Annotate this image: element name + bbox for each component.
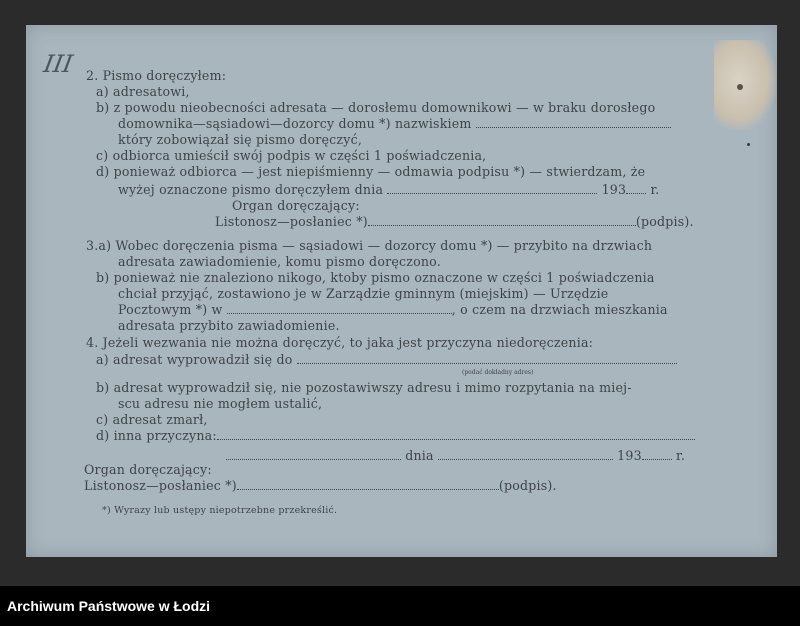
item-3a-cont: adresata zawiadomienie, komu pismo doręczono. <box>118 254 441 269</box>
item-4c: c) adresat zmarł, <box>96 412 208 427</box>
section-2-heading: 2. Pismo doręczyłem: <box>86 68 227 83</box>
postman-line-2: Listonosz—posłaniec *) (podpis). <box>84 478 557 493</box>
item-3b: b) ponieważ nie znaleziono nikogo, ktoby pismo oznaczone w części 1 poświadczenia <box>96 270 655 285</box>
item-3b-cont2: Pocztowym *) w , o czem na drzwiach mieszkania <box>118 302 668 317</box>
footnote: *) Wyrazy lub ustępy niepotrzebne przekreślić. <box>102 505 338 516</box>
organ-label-1: Organ doręczający: <box>232 198 360 213</box>
archive-name: Archiwum Państwowe w Łodzi <box>7 598 211 614</box>
handwritten-note: III <box>41 50 75 78</box>
item-4d: d) inna przyczyna: <box>96 428 695 443</box>
item-2c: c) odbiorca umieścił swój podpis w części 1 poświadczenia, <box>96 148 487 163</box>
item-4b: b) adresat wyprowadził się, nie pozostawiwszy adresu i mimo rozpytania na miej- <box>96 380 632 395</box>
date-line: dnia 193 r. <box>226 448 685 463</box>
item-2b: b) z powodu nieobecności adresata — dorosłemu domownikowi — w braku dorosłego <box>96 100 656 115</box>
item-2b-cont2: który zobowiązał się pismo doręczyć, <box>118 132 363 147</box>
item-3a: 3.a) Wobec doręczenia pisma — sąsiadowi — dozorcy domu *) — przybito na drzwiach <box>86 238 653 253</box>
stain-mark <box>737 84 743 90</box>
item-3b-cont: chciał przyjąć, zostawiono je w Zarządzie gminnym (miejskim) — Urzędzie <box>118 286 609 301</box>
item-2a: a) adresatowi, <box>96 84 190 99</box>
postman-line-1: Listonosz—posłaniec *) (podpis). <box>215 214 694 229</box>
stain-mark <box>747 143 750 146</box>
organ-label-2: Organ doręczający: <box>84 462 212 477</box>
item-3b-cont3: adresata przybito zawiadomienie. <box>118 318 340 333</box>
item-2b-cont: domownika—sąsiadowi—dozorcy domu *) nazwiskiem <box>118 116 671 131</box>
item-4b-cont: scu adresu nie mogłem ustalić, <box>118 396 323 411</box>
item-2d: d) ponieważ odbiorca — jest niepiśmienny — odmawia podpisu *) — stwierdzam, że <box>96 164 646 179</box>
item-2d-date: wyżej oznaczone pismo doręczyłem dnia 193 r. <box>118 182 660 197</box>
address-hint: (podać dokładny adres) <box>462 369 534 376</box>
item-4a: a) adresat wyprowadził się do <box>96 352 677 367</box>
section-4-heading: 4. Jeżeli wezwania nie można doręczyć, to jaka jest przyczyna niedoręczenia: <box>86 335 594 350</box>
torn-stamp-area <box>714 40 776 130</box>
